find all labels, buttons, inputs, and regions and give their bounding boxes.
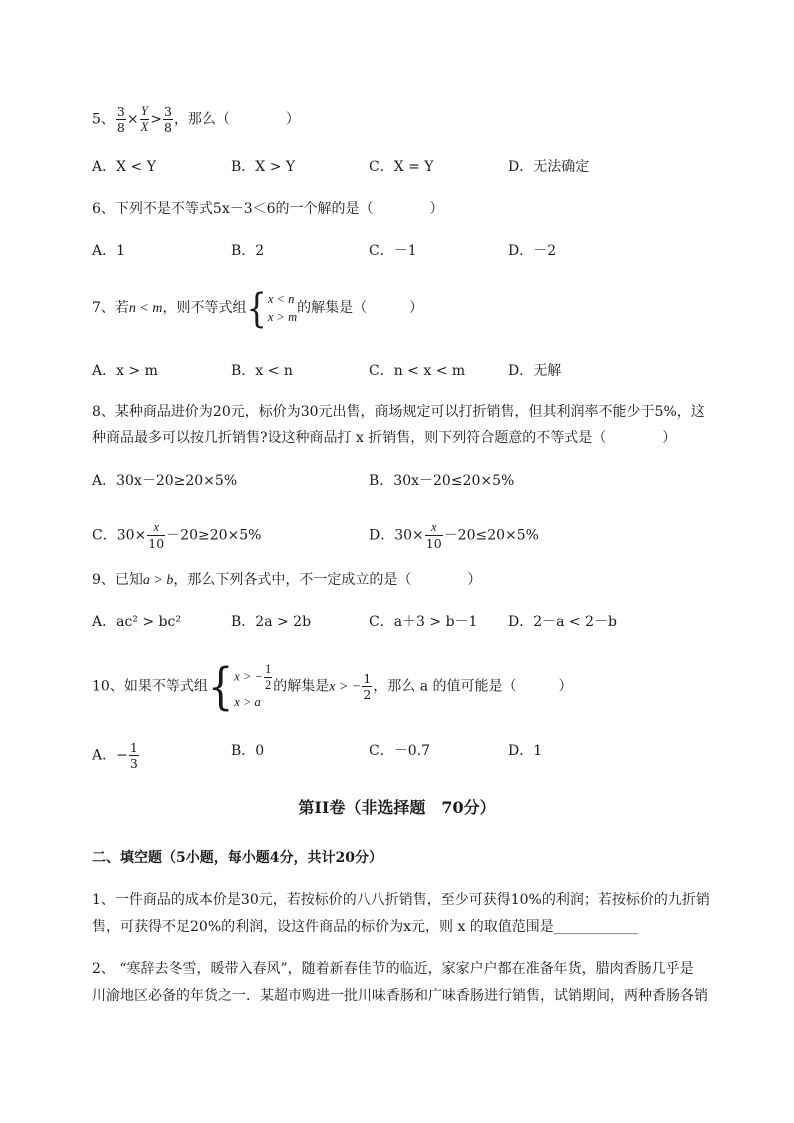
option-d: D．无法确定	[508, 159, 590, 175]
fill-question-2: 2、 “寒辞去冬雪，暖带入春风”，随着新春佳节的临近，家家户户都在准备年货，腊肉香肠几乎是 川渝地区必备的年货之一．某超市购进一批川味香肠和广味香肠进行销售，试销期间，两种香肠各销	[92, 961, 708, 1004]
question-number: 5、	[92, 111, 115, 128]
fraction-3-8: $\frac{3}{8}$	[163, 104, 172, 135]
inequality-system: x > − $\frac{1}{2}$ x > a	[234, 662, 272, 709]
option-a: A．30x－20≥20×5%	[92, 473, 238, 489]
fraction-y-x: $\frac{Y}{X}$	[140, 104, 149, 134]
question-8-line-2: 种商品最多可以按几折销售?设这种商品打 x 折销售，则下列符合题意的不等式是（ ）	[92, 430, 677, 446]
question-7: 7、若n < m，则不等式组{ x < n x > m 的解集是（ ）	[92, 284, 424, 332]
option-b: B．2	[231, 243, 265, 259]
option-c: C．－1	[369, 243, 417, 259]
option-c: C．a＋3 > b－1	[369, 614, 478, 630]
option-a: A．X < Y	[92, 159, 156, 175]
fraction-1-3: $\frac{1}{3}$	[129, 740, 138, 771]
option-b: B．x < n	[231, 363, 293, 379]
option-c: C．30× $\frac{x}{10}$ －20≥20×5%	[92, 520, 262, 551]
option-a: A．− $\frac{1}{3}$	[92, 740, 138, 771]
question-9: 9、已知a > b，那么下列各式中，不一定成立的是（ ）	[92, 572, 482, 588]
option-d: D．－2	[508, 243, 557, 259]
fraction-x-10: $\frac{x}{10}$	[148, 520, 165, 551]
option-b: B．X > Y	[231, 159, 296, 175]
system-brace: {	[207, 657, 234, 716]
fraction-1-2: $\frac{1}{2}$	[264, 662, 272, 692]
fill-question-1: 1、一件商品的成本价是30元，若按标价的八八折销售，至少可获得10%的利润；若按标价的九折销 售，可获得不足20%的利润，设这件商品的标价为x元，则 x 的取值范围是____________	[92, 892, 710, 935]
part-2-title: 第II卷（非选择题 70分）	[298, 798, 496, 817]
option-d: D．2－a < 2－b	[508, 614, 617, 630]
fraction-1-2: $\frac{1}{2}$	[363, 671, 372, 702]
option-c: C．n < x < m	[369, 363, 466, 379]
question-10: 10、如果不等式组{ x > − $\frac{1}{2}$ x > a 的解集是x > − $\frac{1}{2}$ ，那么 a 的值可能是（ ）	[92, 657, 573, 716]
option-d: D．1	[508, 743, 543, 759]
question-8-line-1: 8、某种商品进价为20元，标价为30元出售，商场规定可以打折销售，但其利润率不能少于5%，这	[92, 404, 705, 420]
option-d: D．无解	[508, 363, 562, 379]
option-a: A．x > m	[92, 363, 158, 379]
fraction-x-10: $\frac{x}{10}$	[425, 520, 442, 551]
option-d: D．30× $\frac{x}{10}$ －20≤20×5%	[369, 520, 539, 551]
option-b: B．30x－20≤20×5%	[369, 473, 515, 489]
option-c: C．X = Y	[369, 159, 434, 175]
question-5: 5、 $\frac{3}{8}$ × $\frac{Y}{X}$ > $\frac{3}{8}$ ，那么（ ）	[92, 104, 300, 135]
section-2-title: 二、填空题（5小题，每小题4分，共计20分）	[92, 850, 383, 866]
option-b: B．0	[231, 743, 265, 759]
option-a: A．ac² > bc²	[92, 614, 181, 630]
system-brace: {	[246, 284, 267, 332]
question-6: 6、下列不是不等式5x－3＜6的一个解的是（ ）	[92, 201, 444, 217]
option-a: A．1	[92, 243, 126, 259]
option-c: C．－0.7	[369, 743, 430, 759]
option-b: B．2a > 2b	[231, 614, 312, 630]
fraction-3-8: $\frac{3}{8}$	[116, 104, 125, 135]
inequality-system: x < n x > m	[267, 292, 298, 324]
